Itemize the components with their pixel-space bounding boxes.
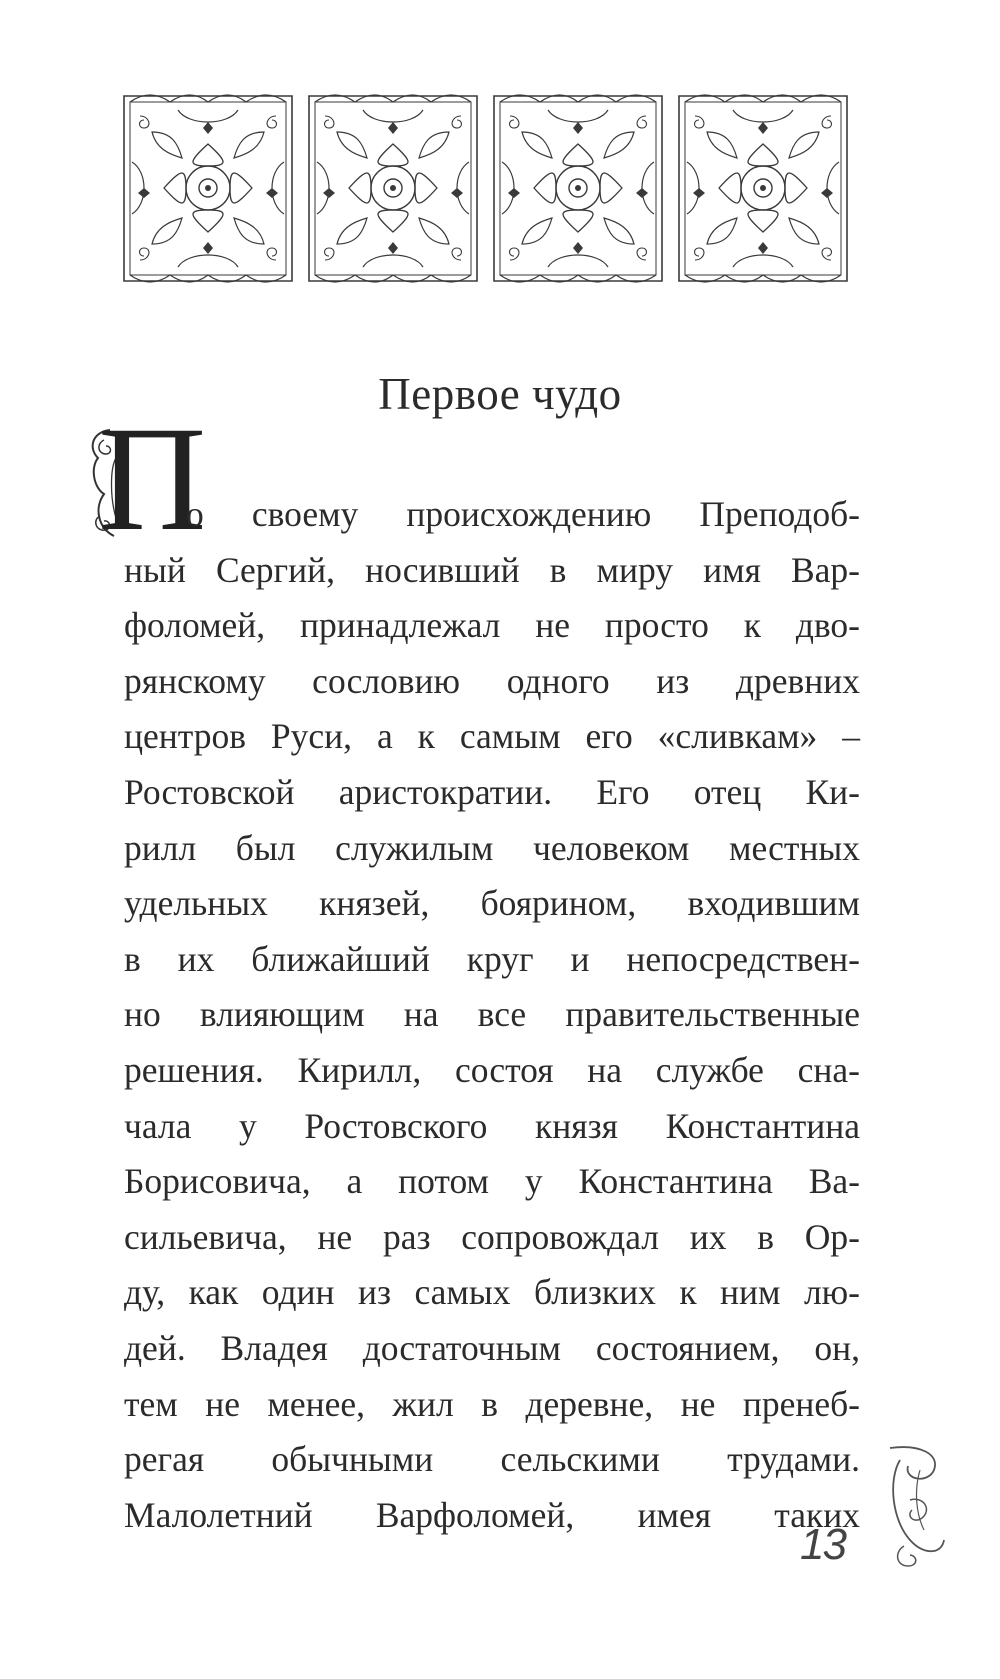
text-line: ду, как один из самых близких к ним лю- [124,1272,860,1313]
text-line: Малолетний Варфоломей, имея таких [124,1494,860,1535]
ornament-tile [124,95,292,282]
text-line: но влияющим на все правительственные [124,994,860,1035]
ornament-tile [494,95,662,282]
text-line: дей. Владея достаточным состоянием, он, [124,1327,860,1368]
text-line: о своему происхождению Преподоб- [186,494,860,534]
text-line: фоломей, принадлежал не просто к дво- [124,605,860,646]
text-line: сильевича, не раз сопровождал их в Ор- [124,1216,860,1257]
text-line: Ростовской аристократии. Его отец Ки- [124,771,860,812]
text-line: рилл был служилым человеком местных [124,827,860,868]
ornament-tile [679,95,847,282]
text-line: Борисовича, а потом у Константина Ва- [124,1161,860,1202]
text-line: решения. Кирилл, состоя на службе сна- [124,1049,860,1090]
text-line: чала у Ростовского князя Константина [124,1105,860,1146]
text-line: центров Руси, а к самым его «сливкам» – [124,716,860,757]
page-number: 13 [800,1520,845,1569]
ornament-tile [309,95,477,282]
text-line: удельных князей, боярином, входившим [124,883,860,924]
text-line: ный Сергий, носивший в миру имя Вар- [124,549,860,590]
body-text [124,487,860,1543]
corner-flourish-icon [880,1440,950,1575]
text-line: рянскому сословию одного из древних [124,660,860,701]
text-line: в их ближайший круг и непосредствен- [124,938,860,979]
text-line: регая обычными сельскими трудами. [124,1439,860,1480]
drop-cap-letter: П [98,396,207,562]
ornament-band [118,92,858,285]
chapter-title: Первое чудо [378,369,622,419]
text-line: тем не менее, жил в деревне, не пренеб- [124,1383,860,1424]
